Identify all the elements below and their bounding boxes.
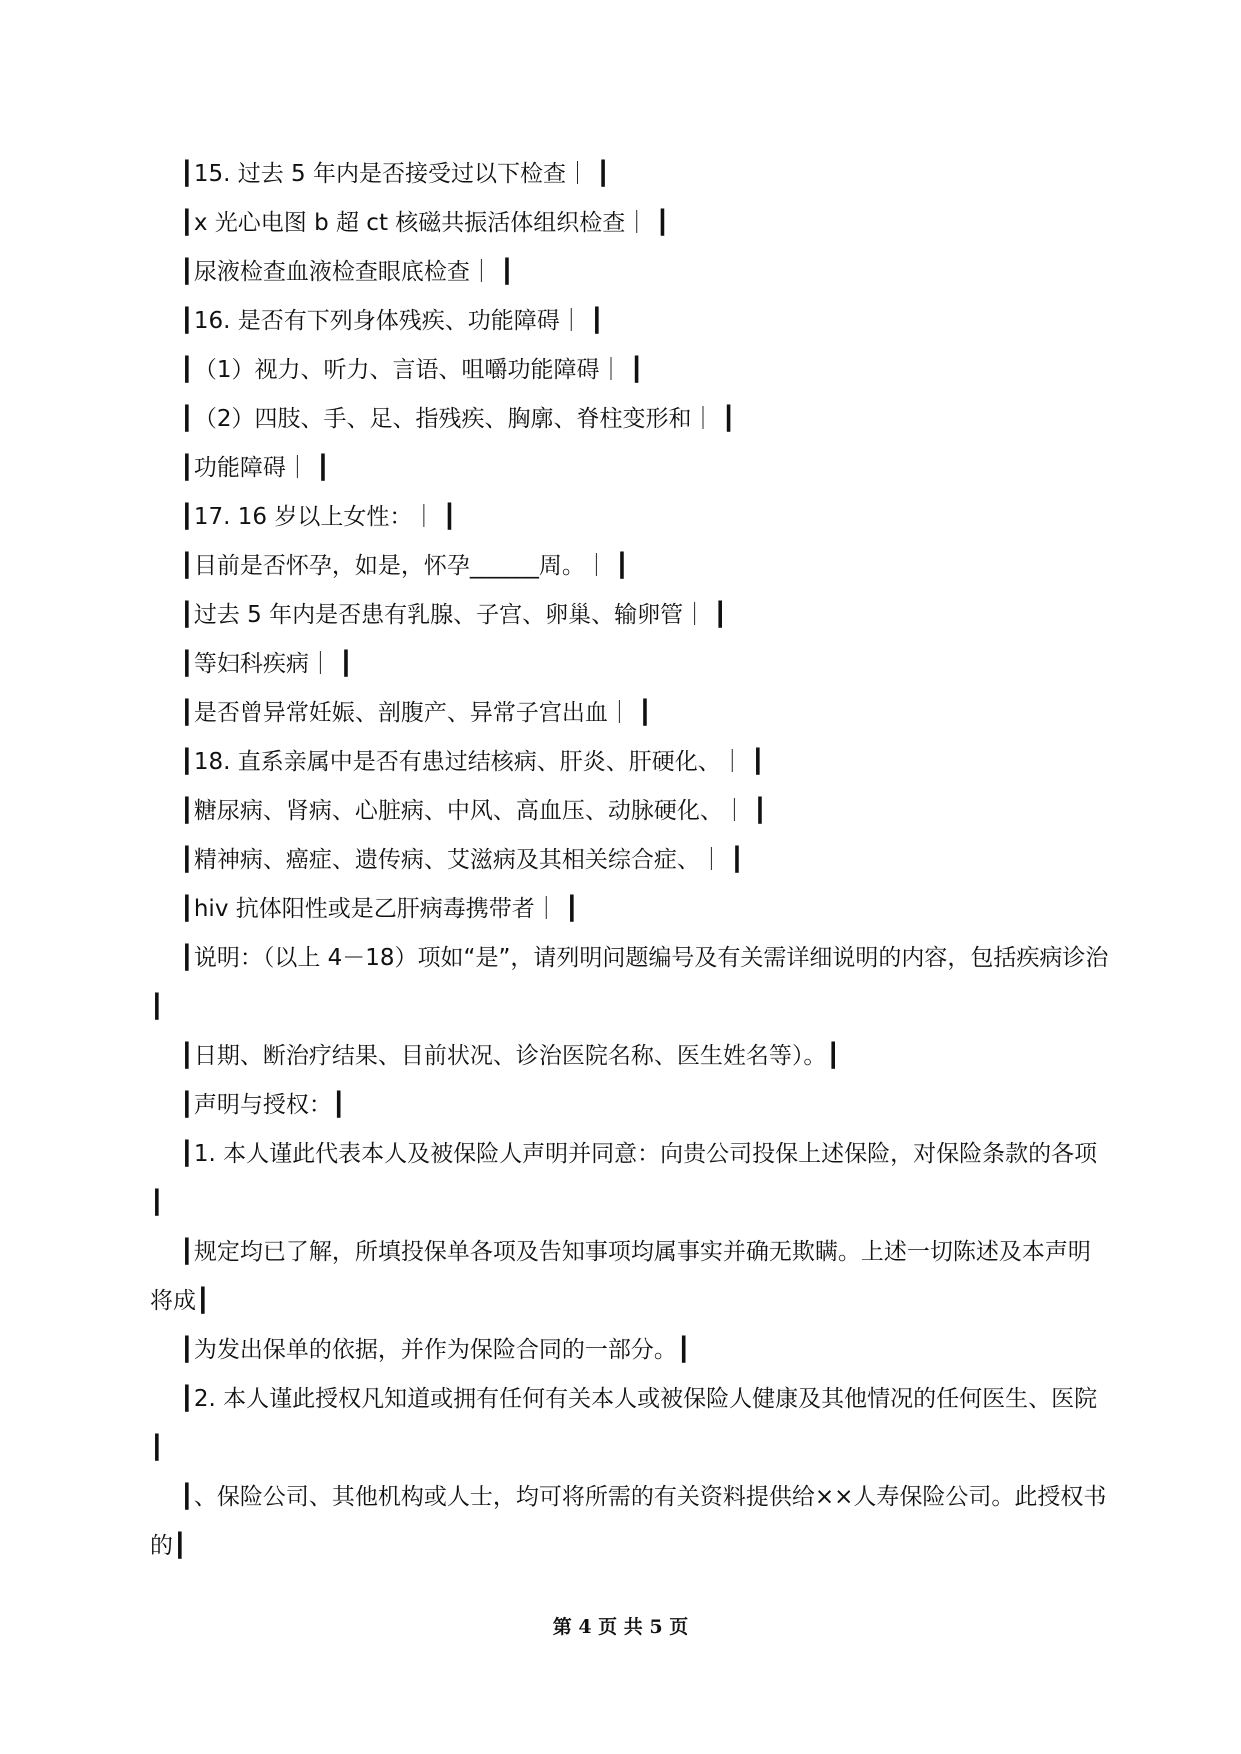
text-line: ┃声明与授权：┃ bbox=[180, 1092, 346, 1118]
text-line: ┃x 光心电图 b 超 ct 核磁共振活体组织检查｜ ┃ bbox=[180, 210, 670, 236]
text-line: ┃为发出保单的依据，并作为保险合同的一部分。┃ bbox=[180, 1337, 691, 1363]
page-number-footer: 第 4 页 共 5 页 bbox=[552, 1616, 689, 1638]
text-line: ┃（1）视力、听力、言语、咀嚼功能障碍｜ ┃ bbox=[180, 357, 644, 383]
text-line: ┃17. 16 岁以上女性：｜ ┃ bbox=[180, 504, 457, 530]
text-line: ┃精神病、癌症、遗传病、艾滋病及其相关综合症、｜ ┃ bbox=[180, 847, 745, 873]
text-line: ┃等妇科疾病｜ ┃ bbox=[180, 651, 354, 677]
text-line: ┃是否曾异常妊娠、剖腹产、异常子宫出血｜ ┃ bbox=[180, 700, 653, 726]
paragraph: ┃2. 本人谨此授权凡知道或拥有任何有关本人或被保险人健康及其他情况的任何医生、医院┃ bbox=[150, 1386, 1098, 1461]
text-line: ┃目前是否怀孕，如是，怀孕______周。｜ ┃ bbox=[180, 553, 630, 579]
text-line: ┃日期、断治疗结果、目前状况、诊治医院名称、医生姓名等）。┃ bbox=[180, 1043, 841, 1069]
text-line: ┃15. 过去 5 年内是否接受过以下检查｜ ┃ bbox=[180, 161, 611, 187]
paragraph: ┃1. 本人谨此代表本人及被保险人声明并同意：向贵公司投保上述保险，对保险条款的各项┃ bbox=[150, 1141, 1098, 1216]
text-line: ┃16. 是否有下列身体残疾、功能障碍｜ ┃ bbox=[180, 308, 604, 334]
text-line: ┃18. 直系亲属中是否有患过结核病、肝炎、肝硬化、｜ ┃ bbox=[180, 749, 765, 775]
text-line: ┃糖尿病、肾病、心脏病、中风、高血压、动脉硬化、｜ ┃ bbox=[180, 798, 768, 824]
text-line: ┃过去 5 年内是否患有乳腺、子宫、卵巢、输卵管｜ ┃ bbox=[180, 602, 728, 628]
document-body bbox=[150, 150, 1110, 1571]
text-line: ┃功能障碍｜ ┃ bbox=[180, 455, 331, 481]
paragraph: ┃规定均已了解，所填投保单各项及告知事项均属事实并确无欺瞒。上述一切陈述及本声明将成┃ bbox=[150, 1239, 1091, 1314]
text-line: ┃hiv 抗体阳性或是乙肝病毒携带者｜ ┃ bbox=[180, 896, 579, 922]
paragraph: ┃说明：（以上 4－18）项如“是”，请列明问题编号及有关需详细说明的内容，包括疾病诊治┃ bbox=[150, 945, 1109, 1020]
text-line: ┃（2）四肢、手、足、指残疾、胸廓、脊柱变形和｜ ┃ bbox=[180, 406, 736, 432]
text-line: ┃尿液检查血液检查眼底检查｜ ┃ bbox=[180, 259, 515, 285]
paragraph: ┃、保险公司、其他机构或人士，均可将所需的有关资料提供给××人寿保险公司。此授权书的┃ bbox=[150, 1484, 1107, 1559]
